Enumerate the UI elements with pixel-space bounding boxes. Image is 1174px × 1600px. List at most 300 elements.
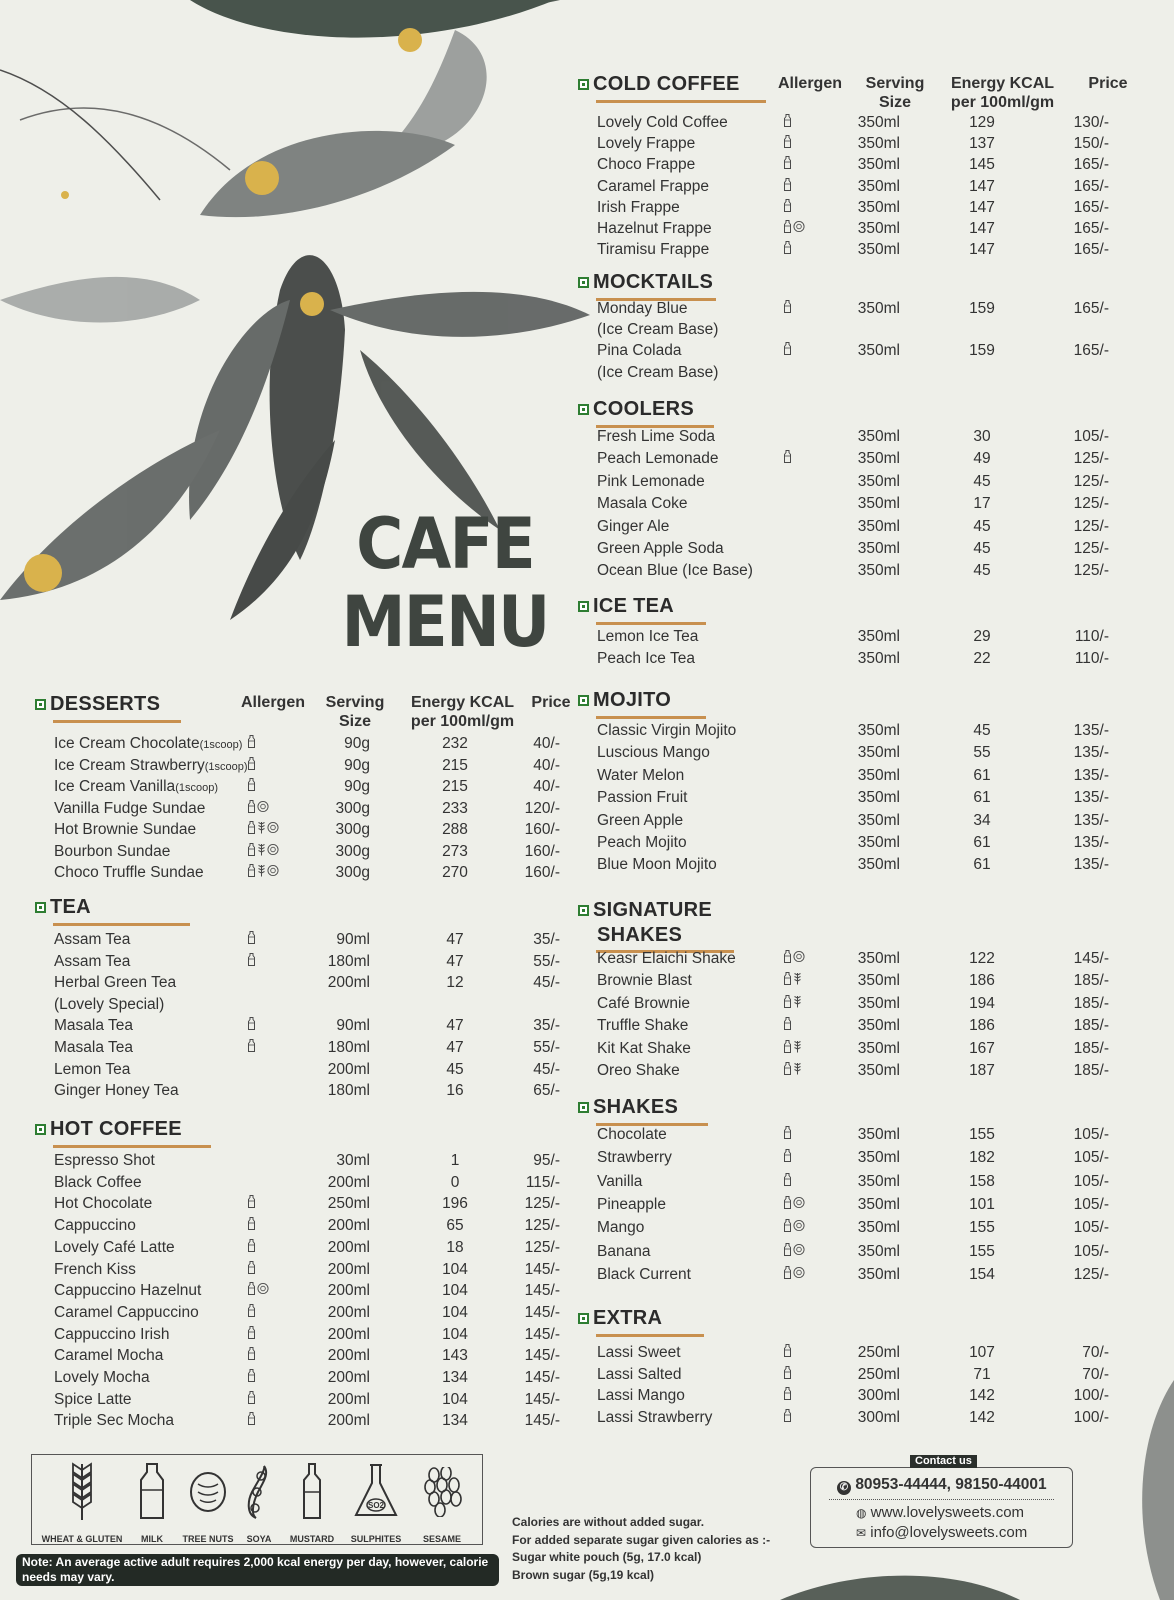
item-price: 125/-	[1073, 540, 1109, 557]
energy-kcal: 47	[446, 1039, 464, 1056]
item-price: 135/-	[1073, 834, 1109, 851]
menu-item-name: (Ice Cream Base)	[597, 321, 719, 339]
serving-size: 200ml	[327, 1238, 370, 1256]
legend-label: SOYA	[246, 1534, 272, 1544]
energy-kcal: 104	[442, 1303, 468, 1321]
energy-kcal: 147	[969, 241, 995, 259]
milk-icon	[247, 951, 256, 972]
item-price: 185/-	[1073, 1017, 1109, 1035]
nuts-icon	[257, 1280, 269, 1301]
allergen-icons	[247, 1389, 256, 1410]
menu-item-row	[0, 426, 1174, 447]
allergen-icons	[783, 448, 792, 469]
serving-size: 300g	[335, 842, 370, 860]
section-title: ICE TEA	[593, 595, 674, 617]
legend-item-sulphites	[350, 1461, 402, 1544]
allergen-icons	[247, 798, 269, 819]
energy-kcal: 142	[969, 1408, 995, 1426]
serving-size: 90ml	[336, 1017, 370, 1035]
menu-item-name: Masala Coke	[597, 495, 688, 513]
energy-kcal: 61	[973, 856, 991, 874]
contact-web-row	[856, 1504, 1024, 1521]
energy-kcal: 29	[973, 628, 991, 645]
svg-text:SO2: SO2	[367, 1501, 385, 1510]
allergen-icons	[783, 154, 792, 175]
section-bullet-icon	[578, 277, 589, 288]
menu-item-name: Cappuccino Hazelnut	[54, 1282, 202, 1300]
allergen-icons	[783, 239, 792, 260]
legend-label: SESAME	[422, 1534, 462, 1544]
energy-kcal: 49	[973, 450, 991, 468]
energy-kcal: 18	[446, 1238, 464, 1256]
item-price: 105/-	[1073, 1126, 1109, 1143]
energy-kcal: 215	[442, 778, 468, 795]
serving-size: 350ml	[857, 562, 900, 580]
serving-size: 180ml	[327, 1082, 370, 1100]
section-title: MOCKTAILS	[593, 271, 714, 293]
menu-item-row	[0, 471, 1174, 492]
section-underline	[53, 720, 181, 723]
milk-icon	[783, 133, 792, 154]
section-title: MOJITO	[593, 689, 672, 711]
section-underline	[596, 622, 706, 625]
energy-kcal: 194	[969, 994, 995, 1012]
serving-size: 300g	[335, 821, 370, 838]
energy-kcal: 45	[973, 722, 991, 739]
item-price: 105/-	[1073, 1172, 1109, 1190]
item-price: 125/-	[524, 1238, 560, 1256]
section-title: DESSERTS	[50, 693, 161, 715]
item-price: 185/-	[1073, 994, 1109, 1012]
legend-item-soya	[234, 1461, 284, 1544]
menu-item-row	[0, 1259, 1174, 1280]
item-price: 100/-	[1073, 1408, 1109, 1426]
item-price: 145/-	[524, 1325, 560, 1343]
menu-item-row	[0, 154, 1174, 175]
item-price: 135/-	[1073, 789, 1109, 807]
serving-size: 350ml	[857, 766, 900, 784]
serving-size: 350ml	[857, 950, 900, 967]
item-price: 185/-	[1073, 1039, 1109, 1057]
section-title: TEA	[50, 896, 91, 918]
energy-kcal: 167	[969, 1039, 995, 1057]
item-price: 100/-	[1073, 1387, 1109, 1404]
serving-size: 350ml	[857, 198, 900, 216]
serving-size: 300ml	[857, 1408, 900, 1426]
energy-kcal: 129	[969, 114, 995, 131]
item-price: 145/-	[524, 1303, 560, 1321]
menu-item-name: Caramel Cappuccino	[54, 1303, 199, 1321]
col-header-energy: Energy KCAL per 100ml/gm	[950, 75, 1055, 111]
menu-item-name: Assam Tea	[54, 931, 131, 948]
menu-item-row	[0, 1193, 1174, 1214]
milk-icon	[247, 733, 256, 754]
energy-kcal: 187	[969, 1062, 995, 1079]
item-price: 125/-	[1073, 562, 1109, 580]
menu-item-row	[0, 841, 1174, 862]
serving-size: 300ml	[857, 1387, 900, 1404]
section-bullet-icon	[35, 902, 46, 913]
serving-size: 200ml	[327, 1347, 370, 1365]
item-price: 55/-	[533, 1039, 560, 1056]
energy-kcal: 147	[969, 198, 995, 216]
energy-kcal: 45	[446, 1060, 464, 1078]
serving-size: 200ml	[327, 1217, 370, 1235]
menu-item-row	[0, 819, 1174, 840]
energy-kcal: 196	[442, 1195, 468, 1213]
energy-kcal: 159	[969, 300, 995, 317]
milk-icon	[247, 1215, 256, 1236]
menu-item-name: Lemon Ice Tea	[597, 628, 699, 645]
energy-kcal: 12	[446, 974, 464, 992]
allergen-icons	[783, 1124, 792, 1145]
serving-size: 90ml	[336, 931, 370, 948]
menu-item-name: Lovely Frappe	[597, 135, 696, 153]
section-title-line-2: SHAKES	[597, 924, 683, 946]
serving-size: 300g	[335, 799, 370, 817]
serving-size: 90g	[344, 735, 370, 752]
serving-size: 200ml	[327, 1412, 370, 1430]
menu-item-row	[0, 560, 1174, 581]
energy-kcal: 107	[969, 1344, 995, 1361]
item-price: 165/-	[1073, 220, 1109, 237]
menu-item-row	[0, 239, 1174, 260]
contact-phone-row	[837, 1476, 1047, 1495]
col-header-allergen-left: Allergen	[240, 694, 305, 711]
section-title: HOT COFFEE	[50, 1118, 182, 1140]
section-title: EXTRA	[593, 1307, 663, 1329]
item-price: 135/-	[1073, 722, 1109, 739]
item-price: 145/-	[524, 1282, 560, 1300]
item-price: 125/-	[524, 1195, 560, 1213]
menu-item-row	[0, 516, 1174, 537]
energy-kcal: 104	[442, 1390, 468, 1408]
menu-item-row	[0, 648, 1174, 669]
item-price: 125/-	[1073, 472, 1109, 490]
serving-size: 350ml	[857, 472, 900, 490]
menu-item-row	[0, 1389, 1174, 1410]
contact-divider	[829, 1499, 1054, 1500]
menu-item-row	[0, 776, 1174, 797]
menu-item-name: Assam Tea	[54, 952, 131, 970]
menu-item-portion: (1scoop)	[175, 782, 218, 794]
serving-size: 350ml	[857, 450, 900, 468]
legend-item-tree-nuts	[182, 1461, 234, 1544]
milk-icon	[247, 776, 256, 797]
section-title: SHAKES	[593, 1096, 679, 1118]
energy-kcal: 22	[973, 650, 991, 668]
item-price: 130/-	[1073, 114, 1109, 131]
serving-size: 250ml	[857, 1344, 900, 1361]
allergen-icons	[247, 1302, 256, 1323]
energy-kcal: 122	[969, 950, 995, 967]
allergen-icons	[783, 298, 792, 319]
menu-item-name: Hot Brownie Sundae	[54, 821, 197, 838]
milk-icon	[783, 298, 792, 319]
section-title: COLD COFFEE	[593, 73, 740, 95]
menu-item-name: Hot Chocolate	[54, 1195, 153, 1213]
milk-icon	[247, 1193, 256, 1214]
serving-size: 350ml	[857, 517, 900, 535]
menu-item-name: Ice Cream Chocolate(1scoop)	[54, 735, 243, 752]
menu-item-row	[0, 929, 1174, 950]
item-price: 185/-	[1073, 972, 1109, 990]
menu-item-row	[0, 362, 1174, 383]
menu-item-name: Ice Cream Strawberry(1scoop)	[54, 756, 248, 774]
menu-item-name: Monday Blue	[597, 300, 688, 317]
energy-kcal: 186	[969, 972, 995, 990]
milk-icon	[247, 755, 256, 776]
menu-item-name: Chocolate	[597, 1126, 667, 1143]
allergen-icons	[783, 340, 792, 361]
section-heading-cold-coffee	[578, 73, 740, 96]
serving-size: 90g	[344, 756, 370, 774]
menu-item-row	[0, 1037, 1174, 1058]
allergen-icons	[247, 951, 256, 972]
menu-item-row	[0, 755, 1174, 776]
menu-item-name: Peach Mojito	[597, 834, 687, 851]
milk-icon	[247, 798, 256, 819]
serving-size: 350ml	[857, 241, 900, 259]
item-price: 165/-	[1073, 156, 1109, 174]
allergen-icons	[247, 1193, 256, 1214]
menu-item-name: Keasr Elaichi Shake	[597, 950, 736, 967]
tree-nuts-icon	[183, 1461, 233, 1523]
title-line-2: MENU	[341, 581, 549, 663]
energy-kcal: 1	[450, 1152, 460, 1169]
contact-phone[interactable]: 80953-44444, 98150-44001	[855, 1476, 1047, 1493]
serving-size: 350ml	[857, 220, 900, 237]
menu-item-row	[0, 1367, 1174, 1388]
menu-item-row	[0, 298, 1174, 319]
section-underline	[596, 716, 706, 719]
menu-item-row	[0, 218, 1174, 239]
allergen-icons	[247, 1037, 256, 1058]
item-price: 125/-	[1073, 450, 1109, 468]
serving-size: 350ml	[857, 650, 900, 668]
milk-icon	[247, 1345, 256, 1366]
menu-item-name: Masala Tea	[54, 1039, 133, 1056]
nuts-icon	[257, 798, 269, 819]
menu-item-row	[0, 1345, 1174, 1366]
menu-item-name: Peach Lemonade	[597, 450, 719, 468]
energy-kcal: 155	[969, 1219, 995, 1237]
serving-size: 200ml	[327, 1173, 370, 1191]
calorie-note-line-3: Sugar white pouch (5g, 17.0 kcal)	[512, 1550, 702, 1564]
menu-item-name: Triple Sec Mocha	[54, 1412, 175, 1430]
allergen-icons	[247, 1015, 256, 1036]
serving-size: 350ml	[857, 342, 900, 360]
serving-size: 350ml	[857, 789, 900, 807]
item-price: 110/-	[1074, 650, 1109, 668]
item-price: 40/-	[533, 756, 560, 774]
menu-item-row	[0, 1059, 1174, 1080]
serving-size: 200ml	[327, 974, 370, 992]
menu-item-row	[0, 448, 1174, 469]
item-price: 145/-	[524, 1347, 560, 1365]
menu-item-name: Lassi Strawberry	[597, 1408, 713, 1426]
menu-item-name: Spice Latte	[54, 1390, 132, 1408]
menu-item-name: Caramel Mocha	[54, 1347, 164, 1365]
serving-size: 350ml	[857, 1062, 900, 1079]
serving-size: 300g	[335, 864, 370, 881]
item-price: 105/-	[1073, 1219, 1109, 1237]
serving-size: 350ml	[857, 1126, 900, 1143]
serving-size: 350ml	[857, 744, 900, 762]
serving-size: 350ml	[857, 722, 900, 739]
serving-size: 350ml	[857, 1265, 900, 1283]
milk-icon	[247, 1367, 256, 1388]
energy-kcal: 143	[442, 1347, 468, 1365]
serving-size: 180ml	[327, 1039, 370, 1056]
serving-size: 200ml	[327, 1282, 370, 1300]
serving-size: 350ml	[857, 834, 900, 851]
section-heading-coolers	[578, 398, 694, 421]
item-price: 145/-	[524, 1369, 560, 1386]
serving-size: 350ml	[857, 994, 900, 1012]
energy-kcal: 104	[442, 1260, 468, 1278]
contact-email-row	[856, 1524, 1027, 1541]
menu-item-row	[0, 1172, 1174, 1193]
section-bullet-icon	[35, 699, 46, 710]
section-underline	[596, 100, 766, 103]
contact-us-tag: Contact us	[910, 1455, 977, 1468]
item-price: 45/-	[533, 1060, 560, 1078]
serving-size: 350ml	[857, 1242, 900, 1260]
menu-item-name: French Kiss	[54, 1260, 136, 1278]
allergen-icons	[783, 197, 792, 218]
menu-item-name: Caramel Frappe	[597, 177, 709, 195]
menu-item-name: Truffle Shake	[597, 1017, 689, 1035]
mail-icon: ✉	[856, 1526, 867, 1540]
menu-item-row	[0, 1237, 1174, 1258]
allergen-icons	[247, 776, 256, 797]
section-bullet-icon	[578, 1102, 589, 1113]
energy-kcal: 47	[446, 931, 464, 948]
col-header-serving-left: Serving Size	[325, 694, 385, 730]
menu-item-name: Lovely Mocha	[54, 1369, 150, 1386]
menu-item-name: Luscious Mango	[597, 744, 710, 762]
item-price: 135/-	[1073, 744, 1109, 762]
calorie-note-line-4: Brown sugar (5g,19 kcal)	[512, 1567, 655, 1582]
contact-email[interactable]: info@lovelysweets.com	[870, 1524, 1028, 1541]
item-price: 165/-	[1073, 177, 1109, 195]
legend-item-mustard	[287, 1461, 337, 1544]
section-heading-ice-tea	[578, 595, 674, 618]
item-price: 110/-	[1074, 628, 1109, 645]
energy-kcal: 158	[969, 1172, 995, 1190]
energy-kcal: 147	[969, 177, 995, 195]
menu-item-row	[0, 1150, 1174, 1171]
energy-kcal: 155	[969, 1242, 995, 1260]
nuts-icon	[267, 862, 279, 883]
menu-item-row	[0, 1302, 1174, 1323]
menu-item-name: Bourbon Sundae	[54, 842, 171, 860]
milk-icon	[783, 218, 792, 239]
milk-icon	[247, 1302, 256, 1323]
item-price: 35/-	[533, 1017, 560, 1035]
menu-item-name: (Lovely Special)	[54, 995, 165, 1013]
menu-item-row	[0, 733, 1174, 754]
menu-item-name: Lovely Cold Coffee	[597, 114, 728, 131]
milk-icon	[247, 1237, 256, 1258]
legend-item-sesame	[417, 1461, 467, 1544]
item-price: 125/-	[524, 1217, 560, 1235]
menu-item-row	[0, 1215, 1174, 1236]
wheat-icon	[57, 1461, 107, 1523]
allergen-icons	[247, 1280, 269, 1301]
milk-icon	[783, 340, 792, 361]
menu-item-row	[0, 133, 1174, 154]
section-heading-desserts	[35, 693, 160, 716]
serving-size: 350ml	[857, 811, 900, 829]
section-underline	[53, 1145, 211, 1148]
menu-item-row	[0, 340, 1174, 361]
allergen-icons	[247, 819, 279, 840]
energy-kcal: 215	[442, 756, 468, 774]
milk-icon	[783, 154, 792, 175]
menu-item-name: Vanilla Fudge Sundae	[54, 799, 206, 817]
serving-size: 200ml	[327, 1325, 370, 1343]
section-underline	[53, 923, 190, 926]
legend-label: MUSTARD	[289, 1534, 335, 1544]
menu-item-portion: (1scoop)	[204, 760, 248, 773]
serving-size: 200ml	[327, 1060, 370, 1078]
wheat-icon	[257, 841, 266, 862]
col-header-allergen: Allergen	[777, 75, 842, 92]
menu-item-row	[0, 1410, 1174, 1431]
menu-item-row	[0, 862, 1174, 883]
energy-kcal: 47	[446, 952, 464, 970]
menu-item-name: Pina Colada	[597, 342, 682, 360]
milk-icon	[247, 1324, 256, 1345]
mustard-icon	[287, 1461, 337, 1523]
energy-kcal: 45	[973, 562, 991, 580]
item-price: 165/-	[1073, 198, 1109, 216]
energy-kcal: 134	[442, 1369, 468, 1386]
menu-item-row	[0, 626, 1174, 647]
serving-size: 350ml	[857, 1039, 900, 1057]
col-header-serving: Serving Size	[865, 75, 925, 111]
serving-size: 350ml	[857, 177, 900, 195]
calorie-note-line-1: Calories are without added sugar.	[512, 1515, 705, 1529]
energy-kcal: 182	[969, 1149, 995, 1167]
allergen-icons	[247, 1259, 256, 1280]
milk-icon	[783, 112, 792, 133]
milk-icon	[127, 1461, 177, 1523]
menu-item-name: Blue Moon Mojito	[597, 856, 717, 874]
energy-kcal: 47	[446, 1017, 464, 1035]
item-price: 145/-	[524, 1260, 560, 1278]
menu-item-name: Lassi Sweet	[597, 1344, 681, 1361]
contact-website[interactable]: www.lovelysweets.com	[870, 1504, 1025, 1521]
menu-item-name: Vanilla	[597, 1172, 643, 1190]
section-bullet-icon	[578, 695, 589, 706]
energy-kcal: 101	[969, 1195, 995, 1213]
nuts-icon	[793, 218, 805, 239]
menu-item-name: Ginger Honey Tea	[54, 1082, 179, 1100]
milk-icon	[247, 862, 256, 883]
item-price: 125/-	[1073, 1265, 1109, 1283]
allergen-icons	[783, 133, 792, 154]
menu-item-name: Classic Virgin Mojito	[597, 722, 737, 739]
menu-item-name: Cappuccino	[54, 1217, 136, 1235]
menu-item-portion: (1scoop)	[199, 739, 243, 751]
energy-kcal: 45	[973, 472, 991, 490]
menu-item-name: Ice Cream Vanilla(1scoop)	[54, 778, 218, 795]
serving-size: 350ml	[857, 1172, 900, 1190]
milk-icon	[247, 1037, 256, 1058]
